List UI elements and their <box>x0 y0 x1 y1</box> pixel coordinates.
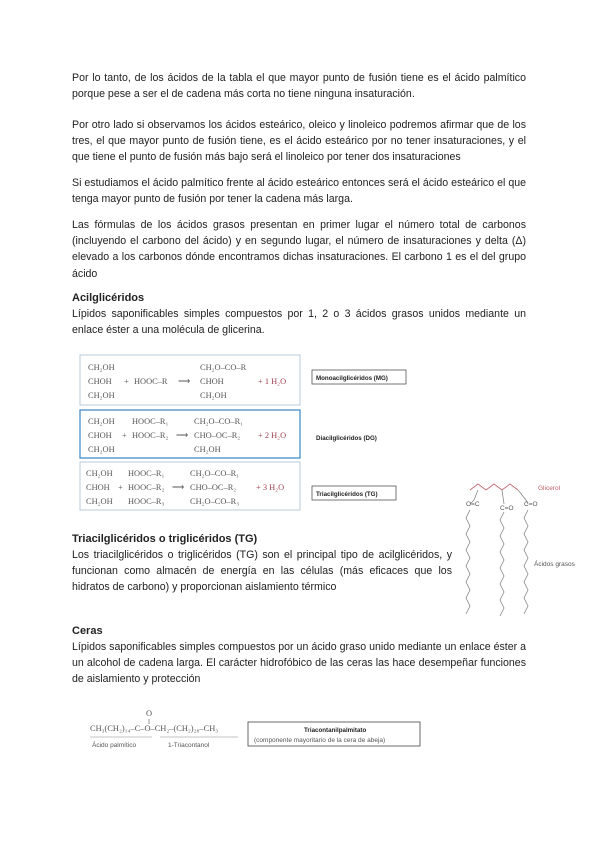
reaction-monoacilglicerido <box>80 355 300 405</box>
glicerol-label: Glicerol <box>538 485 561 492</box>
paragraph-formulas: Las fórmulas de los ácidos grasos presentan en primer lugar el número total de carbonos (incluyendo el carbono del ácido) y en segundo lugar, el número de insaturaciones y delta (Δ) elevado a los carbonos dónde encontramos dichas insaturaciones. El carbono 1 es el del grupo ácido <box>72 219 526 280</box>
r3-a3: CH₂OH <box>86 497 113 506</box>
r2-acid2: HOOC–R₂ <box>132 431 169 440</box>
fatty-chain-2 <box>500 512 504 616</box>
r1-b3: CH₂OH <box>200 391 227 400</box>
fatty-chain-1 <box>466 510 470 614</box>
paragraph-ceras: Lípidos saponificables simples compuestos por un ácido graso unido mediante un enlace éster a un alcohol de cadena larga. El carácter hidrofóbico de las ceras las hace desempeñar funciones de aislamiento y protección <box>72 641 526 686</box>
r1-b1: CH₂O–CO–R <box>200 363 247 372</box>
r2-arrow: ⟶ <box>176 431 189 440</box>
cera-alcohol-label: 1-Triacontanol <box>168 742 210 749</box>
heading-trigliceridos: Triacilglicéridos o triglicéridos (TG) <box>72 533 258 545</box>
r1-b2: CHOH <box>200 377 224 386</box>
r1-a3: CH₂OH <box>88 391 115 400</box>
cera-formula <box>90 709 420 749</box>
r1-acid: HOOC–R <box>134 377 168 386</box>
ester-o-1: O=C <box>466 501 480 508</box>
r2-b2: CHO–OC–R₂ <box>194 431 241 440</box>
paragraph-acilgliceridos: Lípidos saponificables simples compuestos por 1, 2 o 3 ácidos grasos unidos mediante un enlace éster a una molécula de glicerina. <box>72 308 526 337</box>
ester-o-2: C=O <box>500 505 514 512</box>
r2-plus: + <box>122 431 127 440</box>
r3-b3: CH₂O–CO–R₃ <box>190 497 240 506</box>
r2-a3: CH₂OH <box>88 445 115 454</box>
r1-arrow: ⟶ <box>178 377 191 386</box>
paragraph-trigliceridos: Los triacilglicéridos o triglicéridos (TG) son el principal tipo de acilglicéridos, y funcionan como almacén de energía en las células (más eficaces que los hidratos de carbono) y proporcionan aislamiento térmico <box>72 549 452 594</box>
acidos-grasos-label: Ácidos grasos <box>534 561 575 568</box>
ester-o-3: C=O <box>524 501 538 508</box>
r3-a1: CH₂OH <box>86 469 113 478</box>
r3-b1: CH₂O–CO–R₁ <box>190 469 240 478</box>
r3-plus: + <box>118 483 123 492</box>
paragraph-estearico: Si estudiamos el ácido palmítico frente al ácido esteárico entonces será el ácido esteárico el que tenga mayor punto de fusión por tener la cadena más larga. <box>72 177 526 206</box>
cera-acid-label: Ácido palmítico <box>92 742 137 749</box>
r3-b2: CHO–OC–R₂ <box>190 483 237 492</box>
r1-plus: + <box>124 377 129 386</box>
r1-a1: CH₂OH <box>88 363 115 372</box>
r2-a1: CH₂OH <box>88 417 115 426</box>
label-dg: Diacilglicéridos (DG) <box>316 435 377 442</box>
paragraph-comparacion: Por otro lado si observamos los ácidos esteárico, oleico y linoleico podremos afirmar que de los tres, el que mayor punto de fusión tiene, es el ácido esteárico por no tener insaturaciones, y el que tiene el punto de fusión más bajo será el linoleico por tener dos insaturaciones <box>72 119 526 164</box>
cera-formula-text: CH₃(CH₂)₁₄–C–O–CH₂–(CH₂)₂₈–CH₃ <box>90 724 219 733</box>
r3-arrow: ⟶ <box>172 483 185 492</box>
label-tg: Triacilglicéridos (TG) <box>316 491 378 498</box>
cera-oxygen: O <box>146 709 153 718</box>
heading-acilgliceridos: Acilglicéridos <box>72 292 145 304</box>
paragraph-palmitico: Por lo tanto, de los ácidos de la tabla el que mayor punto de fusión tiene es el ácido palmítico porque pese a ser el de cadena más corta no tiene ninguna insaturación. <box>72 72 526 101</box>
cera-box-sub: (componente mayoritario de la cera de abeja) <box>254 737 386 744</box>
r1-water: + 1 H₂O <box>258 377 287 386</box>
r3-a2: CHOH <box>86 483 110 492</box>
cera-box-title: Triacontanilpalmitato <box>304 727 367 734</box>
r2-water: + 2 H₂O <box>258 431 287 440</box>
r3-acid3: HOOC–R₃ <box>128 497 165 506</box>
r3-acid1: HOOC–R₁ <box>128 469 165 478</box>
heading-ceras: Ceras <box>72 625 103 637</box>
label-mg: Monoacilglicéridos (MG) <box>316 375 388 382</box>
r3-water: + 3 H₂O <box>256 483 285 492</box>
r2-a2: CHOH <box>88 431 112 440</box>
r1-a2: CHOH <box>88 377 112 386</box>
r2-b3: CH₂OH <box>194 445 221 454</box>
fatty-chain-3 <box>524 510 528 614</box>
r2-acid1: HOOC–R₁ <box>132 417 169 426</box>
r3-acid2: HOOC–R₂ <box>128 483 165 492</box>
r2-b1: CH₂O–CO–R₁ <box>194 417 244 426</box>
reaction-diacilglicerido <box>80 410 300 458</box>
reaction-triacilglicerido <box>80 462 300 510</box>
